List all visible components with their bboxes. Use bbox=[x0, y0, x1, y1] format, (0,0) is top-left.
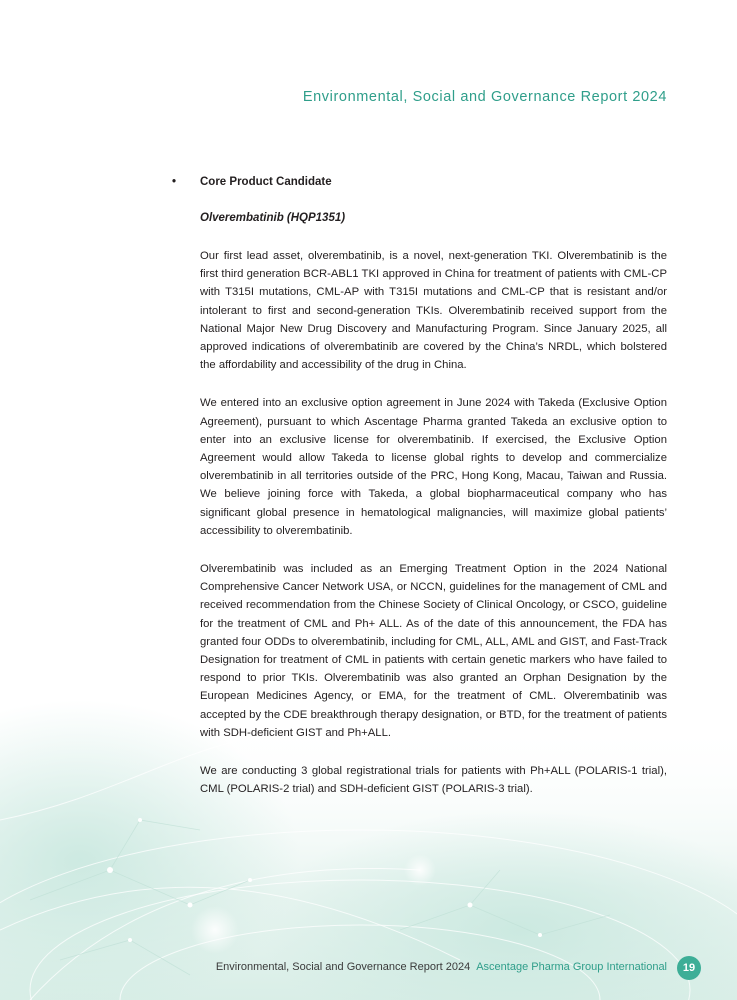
paragraph-designations: Olverembatinib was included as an Emerging Treatment Option in the 2024 National Comprehensive Cancer Network USA, or NCCN, guidelines for the management of CML and received recommendation from the Chinese Society of Clinical Oncology, or CSCO, guideline for the treatment of CML and Ph+ ALL. As of the date of this announcement, the FDA has granted four ODDs to olverembatinib, including for CML, ALL, AML and GIST, and Fast-Track Designation for treatment of CML in patients with certain genetic markers who have failed to respond to prior TKIs. Olverembatinib was also granted an Orphan Designation by the European Medicines Agency, or EMA, for the treatment of CML. Olverembatinib was accepted by the CDE breakthrough therapy designation, or BTD, for the treatment of patients with SDH-deficient GIST and Ph+ALL. bbox=[200, 563, 667, 739]
product-subheading: Olverembatinib (HQP1351) bbox=[200, 212, 346, 224]
footer-company-name: Ascentage Pharma Group International bbox=[476, 961, 667, 973]
page-number-badge: 19 bbox=[677, 956, 701, 980]
paragraph-overview: Our first lead asset, olverembatinib, is a novel, next-generation TKI. Olverembatinib is the first third generation BCR-ABL1 TKI approved in China for treatment of patients with CML-CP with T315I mutations, CML-AP with T315I mutations and CML-CP that is resistant and/or intolerant to first and second-generation TKIs. Olverembatinib received support from the National Major New Drug Discovery and Manufacturing Program. Since January 2025, all approved indications of olverembatinib are covered by the China’s NRDL, which bolstered the affordability and accessibility of the drug in China. bbox=[200, 250, 667, 372]
footer-report-title: Environmental, Social and Governance Report 2024 bbox=[215, 961, 471, 973]
section-body bbox=[170, 209, 667, 798]
report-content bbox=[170, 173, 667, 798]
paragraph-trials: We are conducting 3 global registrational trials for patients with Ph+ALL (POLARIS-1 trial), CML (POLARIS-2 trial) and SDH-deficient GIST (POLARIS-3 trial). bbox=[200, 765, 667, 796]
section-heading: Core Product Candidate bbox=[200, 176, 332, 188]
page-footer bbox=[216, 961, 667, 973]
bullet-icon: • bbox=[172, 176, 177, 188]
section-heading-row bbox=[170, 173, 667, 191]
paragraph-takeda-agreement: We entered into an exclusive option agreement in June 2024 with Takeda (Exclusive Option Agreement), pursuant to which Ascentage Pharma granted Takeda an exclusive option to enter into an exclusive license for olverembatinib. If exercised, the Exclusive Option Agreement would allow Takeda to license global rights to develop and commercialize olverembatinib in all territories outside of the PRC, Hong Kong, Macau, Taiwan and Russia. We believe joining force with Takeda, a global biopharmaceutical company who has significant global presence in hematological malignancies, will maximize global patients’ accessibility to olverembatinib. bbox=[200, 397, 667, 537]
report-header-title: Environmental, Social and Governance Report 2024 bbox=[302, 89, 667, 105]
